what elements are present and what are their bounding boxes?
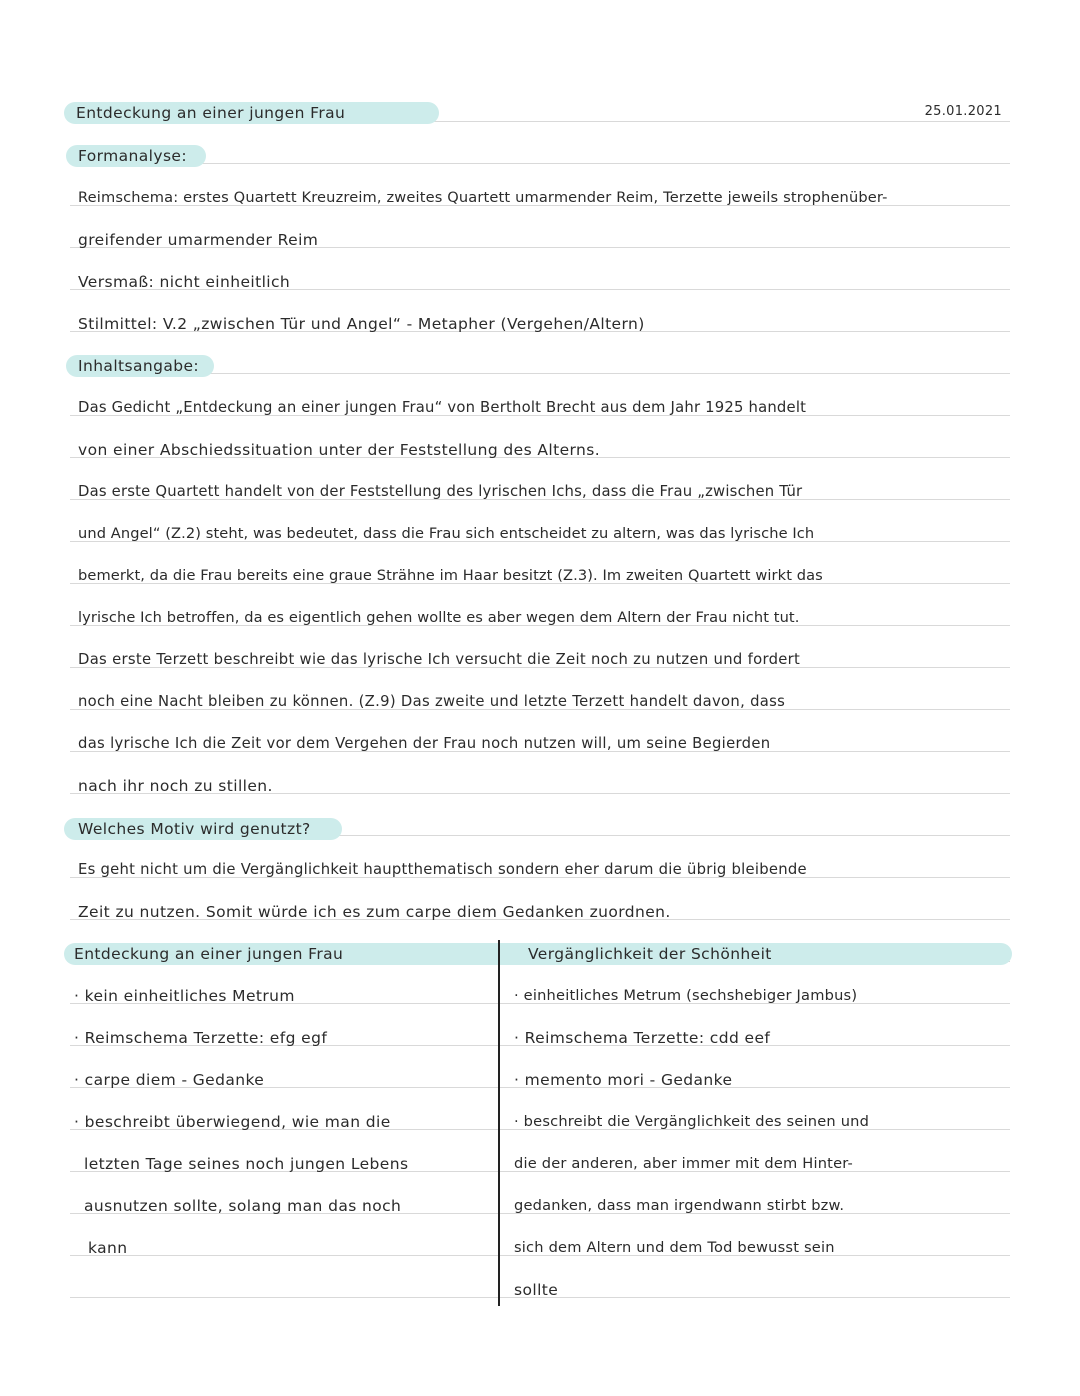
comparison-left-item: letzten Tage seines noch jungen Lebens (84, 1155, 409, 1173)
page-date: 25.01.2021 (924, 104, 1002, 119)
comparison-right-item: · Reimschema Terzette: cdd eef (514, 1029, 771, 1047)
inhalt-line: Das Gedicht „Entdeckung an einer jungen Frau“ von Bertholt Brecht aus dem Jahr 1925 handelt (78, 399, 807, 416)
formanalyse-line: Stilmittel: V.2 „zwischen Tür und Angel“ - Metapher (Vergehen/Altern) (78, 315, 645, 333)
comparison-right-item: · memento mori - Gedanke (514, 1071, 733, 1089)
comparison-left-item: · Reimschema Terzette: efg egf (74, 1029, 328, 1047)
inhalt-line: lyrische Ich betroffen, da es eigentlich gehen wollte es aber wegen dem Altern der Frau nicht tut. (78, 609, 800, 626)
comparison-left-item: kann (88, 1239, 128, 1257)
formanalyse-line: Reimschema: erstes Quartett Kreuzreim, zweites Quartett umarmender Reim, Terzette jeweils strophenüber- (78, 189, 888, 206)
comparison-left-item: · kein einheitliches Metrum (74, 987, 295, 1005)
formanalyse-line: greifender umarmender Reim (78, 231, 319, 249)
comparison-right-heading: Vergänglichkeit der Schönheit (528, 945, 772, 963)
inhalt-line: Das erste Quartett handelt von der Feststellung des lyrischen Ichs, dass die Frau „zwischen Tür (78, 483, 803, 500)
comparison-right-item: · einheitliches Metrum (sechshebiger Jambus) (514, 987, 858, 1004)
formanalyse-heading: Formanalyse: (78, 147, 187, 165)
inhalt-line: von einer Abschiedssituation unter der Feststellung des Alterns. (78, 441, 601, 459)
comparison-left-item: · beschreibt überwiegend, wie man die (74, 1113, 391, 1131)
inhalt-line: das lyrische Ich die Zeit vor dem Vergehen der Frau noch nutzen will, um seine Begierden (78, 735, 771, 752)
column-divider (498, 940, 500, 1306)
inhalt-line: bemerkt, da die Frau bereits eine graue Strähne im Haar besitzt (Z.3). Im zweiten Quartett wirkt das (78, 567, 823, 584)
rule-line (70, 163, 1010, 164)
inhalt-heading: Inhaltsangabe: (78, 357, 200, 375)
comparison-right-item: die der anderen, aber immer mit dem Hinter- (514, 1155, 854, 1172)
page-title: Entdeckung an einer jungen Frau (76, 104, 346, 122)
inhalt-line: und Angel“ (Z.2) steht, was bedeutet, dass die Frau sich entscheidet zu altern, was das lyrische Ich (78, 525, 815, 542)
comparison-right-item: sich dem Altern und dem Tod bewusst sein (514, 1239, 835, 1256)
comparison-right-item: gedanken, dass man irgendwann stirbt bzw. (514, 1197, 845, 1214)
comparison-right-item: sollte (514, 1281, 559, 1299)
inhalt-line: Das erste Terzett beschreibt wie das lyrische Ich versucht die Zeit noch zu nutzen und fordert (78, 651, 801, 668)
motiv-line: Zeit zu nutzen. Somit würde ich es zum carpe diem Gedanken zuordnen. (78, 903, 671, 921)
comparison-left-heading: Entdeckung an einer jungen Frau (74, 945, 344, 963)
motiv-heading: Welches Motiv wird genutzt? (78, 820, 311, 838)
comparison-left-item: ausnutzen sollte, solang man das noch (84, 1197, 402, 1215)
motiv-line: Es geht nicht um die Vergänglichkeit hauptthematisch sondern eher darum die übrig bleibende (78, 861, 807, 878)
comparison-right-item: · beschreibt die Vergänglichkeit des seinen und (514, 1113, 870, 1130)
formanalyse-line: Versmaß: nicht einheitlich (78, 273, 291, 291)
inhalt-line: noch eine Nacht bleiben zu können. (Z.9) Das zweite und letzte Terzett handelt davon, dass (78, 693, 786, 710)
inhalt-line: nach ihr noch zu stillen. (78, 777, 273, 795)
comparison-left-item: · carpe diem - Gedanke (74, 1071, 265, 1089)
